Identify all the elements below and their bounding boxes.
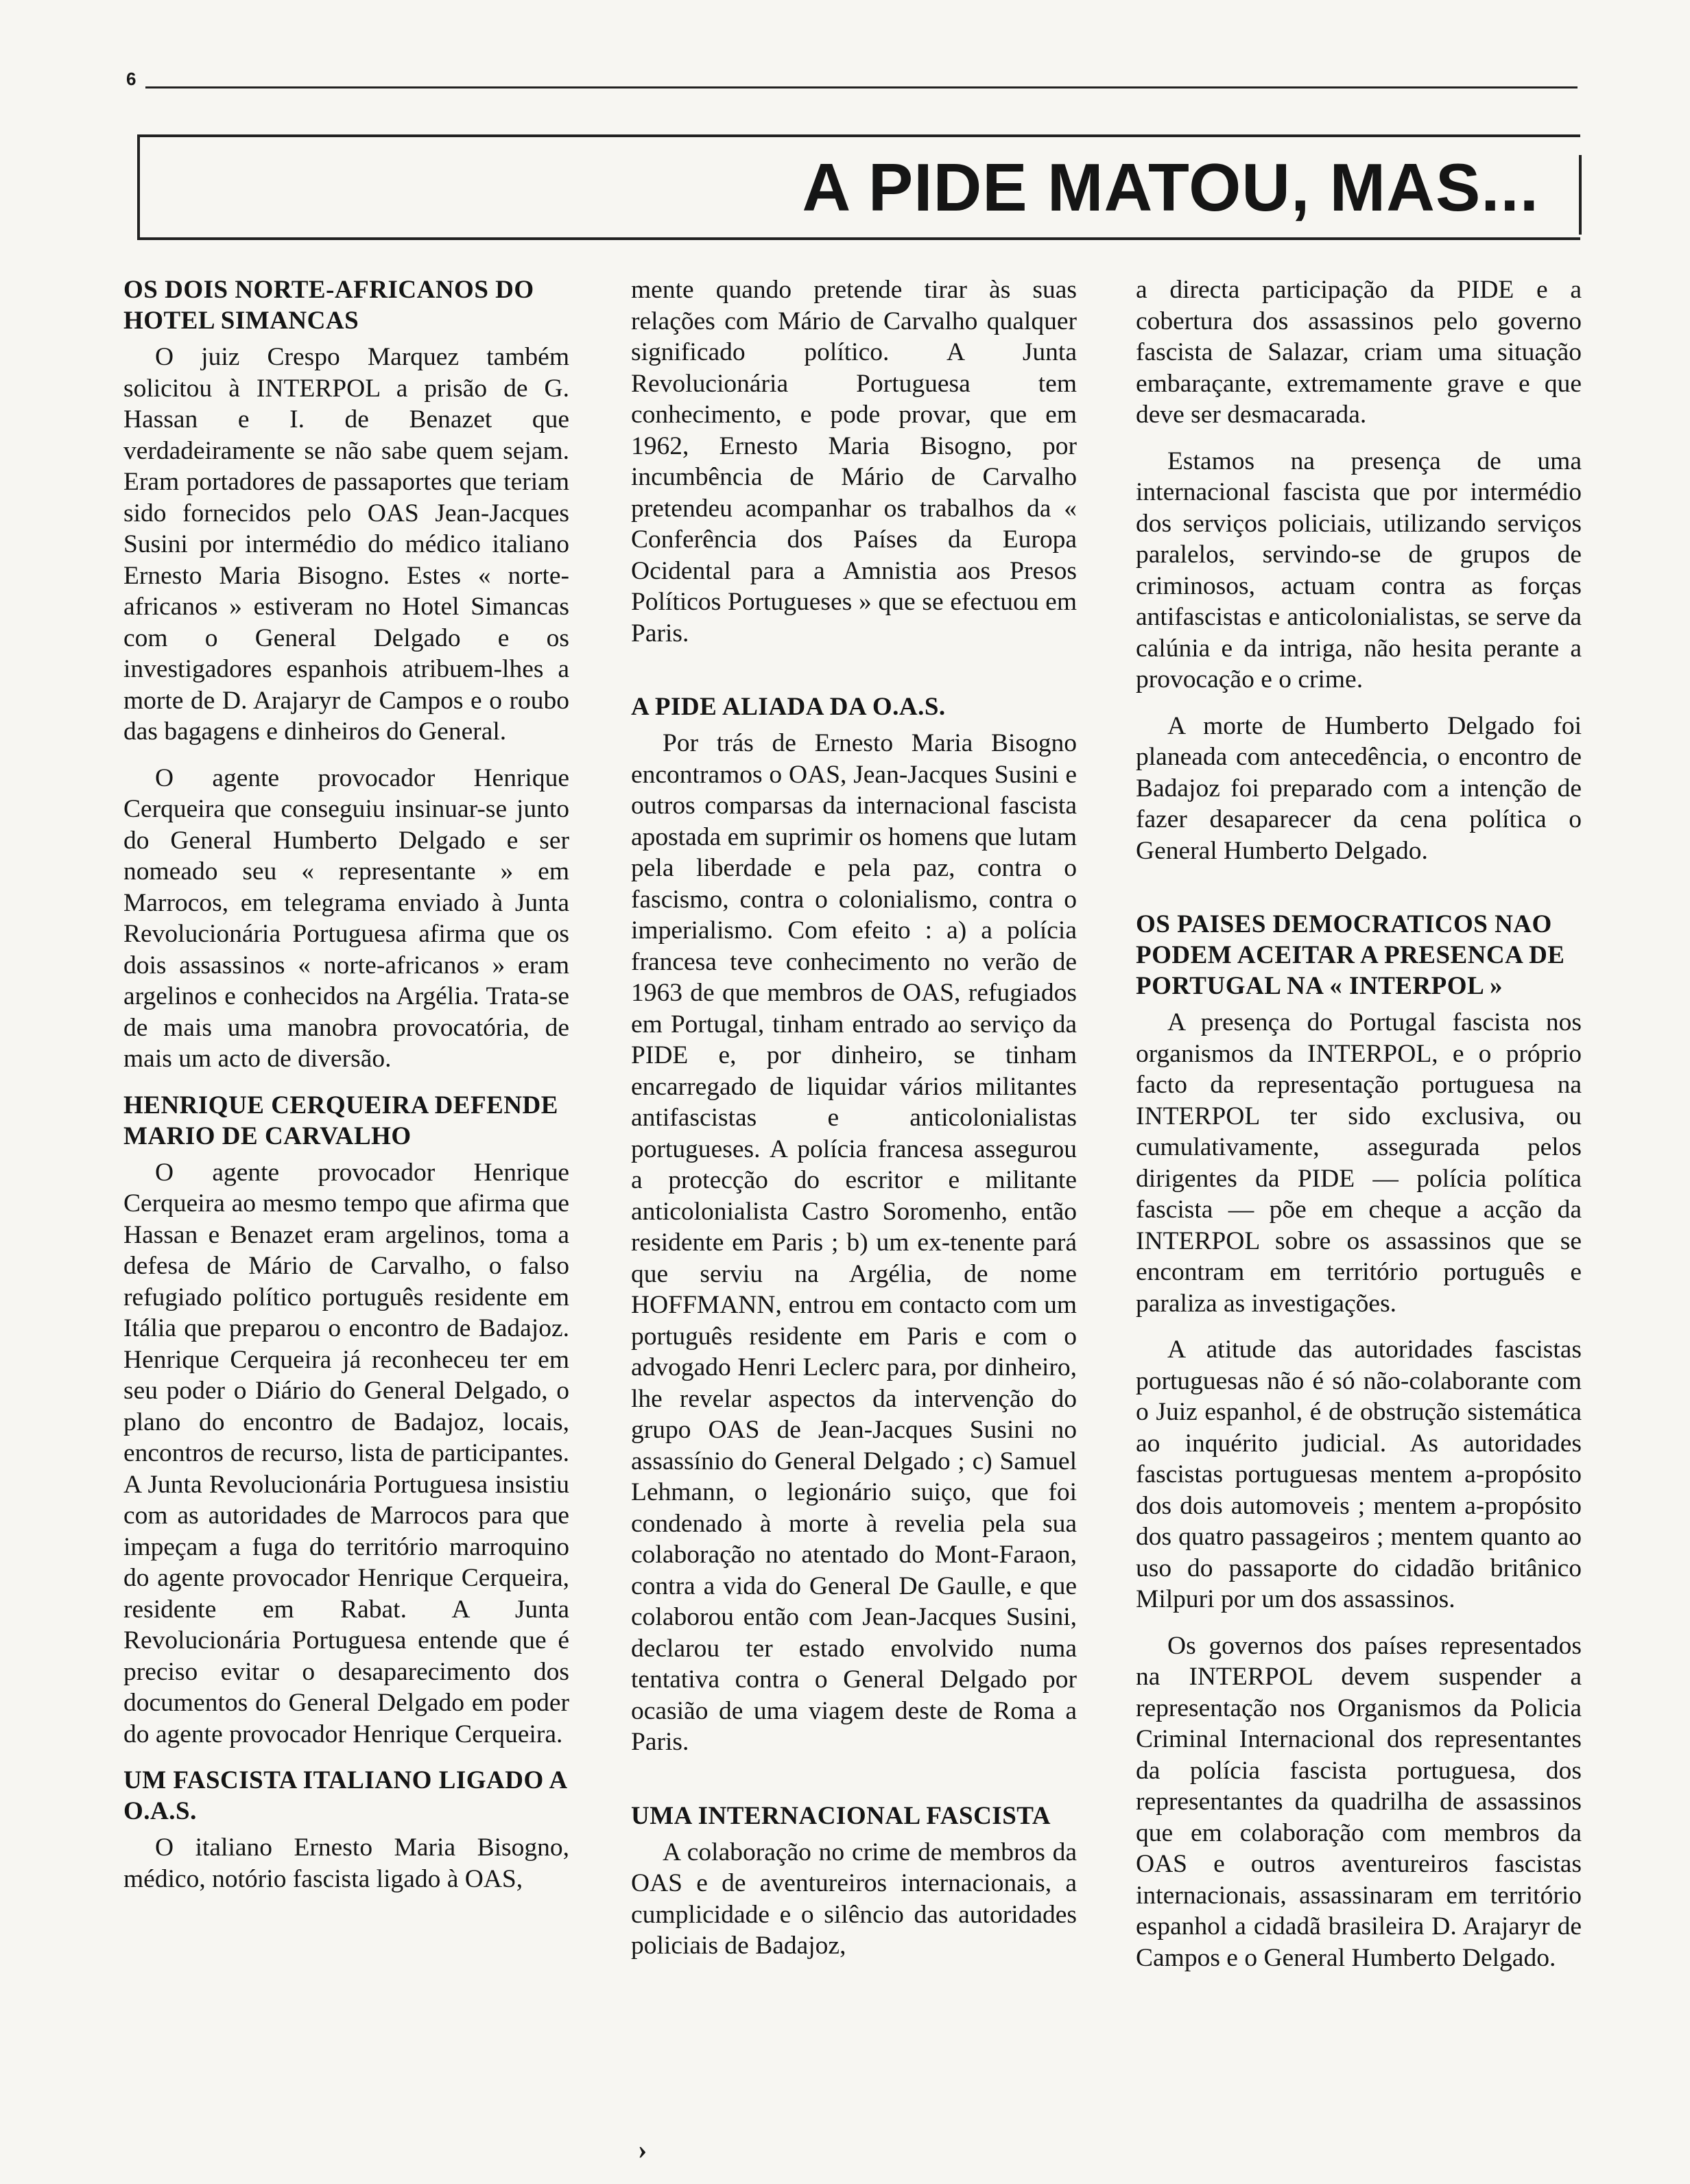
- paragraph: mente quando pretende tirar às suas relações com Mário de Carvalho qualquer significado político. A Junta Revolucionária Portuguesa tem conhecimento, e pode provar, que em 1962, Ernesto Maria Bisogno, por incumbência de Mário de Carvalho pretendeu acompanhar os trabalhos da « Conferência dos Países da Europa Ocidental para a Amnistia aos Presos Políticos Portugueses » que se efectuou em Paris.: [631, 276, 1077, 648]
- paragraph: O italiano Ernesto Maria Bisogno, médico, notório fascista ligado à OAS,: [123, 1833, 569, 1893]
- paragraph: Os governos dos países representados na INTERPOL devem suspender a representação nos Organismos da Policia Criminal Internacional dos representantes da polícia fascista portuguesa, dos representantes da quadrilha de assassinos que em colaboração com membros da OAS e outros aventureiros fascistas internacionais, assassinaram em território espanhol a cidadã brasileira D. Arajaryr de Campos e o General Humberto Delgado.: [1136, 1631, 1582, 1972]
- section-heading: OS PAISES DEMOCRATICOS NAO PODEM ACEITAR A PRESENCA DE PORTUGAL NA « INTERPOL »: [1136, 910, 1565, 1000]
- banner-edge: [1579, 155, 1582, 235]
- section-heading: A PIDE ALIADA DA O.A.S.: [631, 693, 946, 721]
- paragraph: a directa participação da PIDE e a cobertura dos assassinos pelo governo fascista de Salazar, criam uma situação embaraçante, extremamente grave e que deve ser desmacarada.: [1136, 276, 1582, 429]
- paragraph: Estamos na presença de uma internacional fascista que por intermédio dos serviços policiais, utilizando serviços paralelos, servindo-se de grupos de criminosos, actuam contra as forças antifascistas e anticolonialistas, se serve da calúnia e da intriga, não hesita perante a provocação e o crime.: [1136, 447, 1582, 693]
- paragraph: A atitude das autoridades fascistas portuguesas não é só não-colaborante com o Juiz espanhol, é de obstrução sistemática ao inquérito judicial. As autoridades fascistas portuguesas mentem a-propósito dos dois automoveis ; mentem a-propósito dos quatro passageiros ; mentem quanto ao uso do passaporte do cidadão britânico Milpuri por um dos assassinos.: [1136, 1336, 1582, 1613]
- section-heading: OS DOIS NORTE-AFRICANOS DO HOTEL SIMANCAS: [123, 276, 534, 335]
- section-heading: HENRIQUE CERQUEIRA DEFENDE MARIO DE CARVALHO: [123, 1091, 558, 1150]
- section-heading: UM FASCISTA ITALIANO LIGADO A O.A.S.: [123, 1766, 567, 1825]
- section-heading: UMA INTERNACIONAL FASCISTA: [631, 1801, 1051, 1830]
- paragraph: O agente provocador Henrique Cerqueira que conseguiu insinuar-se junto do General Humberto Delgado e ser nomeado seu « representante » em Marrocos, em telegrama enviado à Junta Revolucionária Portuguesa afirma que os dois assassinos « norte-africanos » eram argelinos e conhecidos na Argélia. Trata-se de mais uma manobra provocatória, de mais um acto de diversão.: [123, 763, 569, 1073]
- paragraph: A morte de Humberto Delgado foi planeada com antecedência, o encontro de Badajoz foi preparado com a intenção de fazer desaparecer da cena política o General Humberto Delgado.: [1136, 711, 1582, 865]
- article-column-1: [123, 274, 569, 1910]
- title-banner: [137, 134, 1580, 240]
- page-number: 6: [126, 69, 136, 89]
- paragraph: A presença do Portugal fascista nos organismos da INTERPOL, e o próprio facto da representação portuguesa na INTERPOL ter sido exclusiva, ou cumulativamente, assegurada pelos dirigentes da PIDE — polícia política fascista — põe em cheque a acção da INTERPOL sobre os assassinos que se encontram em território português e paraliza as investigações.: [1136, 1008, 1582, 1318]
- paragraph: Por trás de Ernesto Maria Bisogno encontramos o OAS, Jean-Jacques Susini e outros comparsas da internacional fascista apostada em suprimir os homens que lutam pela liberdade e pela paz, contra o fascismo, contra o colonialismo, contra o imperialismo. Com efeito : a) a polícia francesa teve conhecimento no verão de 1963 de que membros de OAS, refugiados em Portugal, tinham entrado ao serviço da PIDE e, por dinheiro, se tinham encarregado de liquidar vários militantes antifascistas e anticolonialistas portugueses. A polícia francesa assegurou a protecção do escritor e militante anticolonialista Castro Soromenho, então residente em Paris ; b) um ex-tenente pará que serviu na Argélia, de nome HOFFMANN, entrou em contacto com um português residente em Paris e com o advogado Henri Leclerc para, por dinheiro, lhe revelar aspectos da intervenção do grupo OAS de Jean-Jacques Susini no assassínio do General Delgado ; c) Samuel Lehmann, o legionário suiço, que foi condenado à morte à revelia pela sua colaboração no atentado do Mont-Faraon, contra a vida do General De Gaulle, e que colaborou então com Jean-Jacques Susini, declarou ter estado envolvido numa tentativa contra o General Delgado por ocasião de uma viagem deste de Roma a Paris.: [631, 729, 1077, 1756]
- page-title: A PIDE MATOU, MAS...: [802, 150, 1539, 225]
- article-column-2: [631, 274, 1077, 1977]
- paragraph: A colaboração no crime de membros da OAS e de aventureiros internacionais, a cumplicidade e o silêncio das autoridades policiais de Badajoz,: [631, 1838, 1077, 1960]
- paragraph: O juiz Crespo Marquez também solicitou à INTERPOL a prisão de G. Hassan e I. de Benazet que verdadeiramente se não sabe quem sejam. Eram portadores de passaportes que teriam sido fornecidos pelo OAS Jean-Jacques Susini por intermédio do médico italiano Ernesto Maria Bisogno. Estes « norte-africanos » estiveram no Hotel Simancas com o General Delgado e os investigadores espanhois atribuem-lhes a morte de D. Arajaryr de Campos e o roubo das bagagens e dinheiros do General.: [123, 343, 569, 746]
- paragraph: O agente provocador Henrique Cerqueira ao mesmo tempo que afirma que Hassan e Benazet eram argelinos, toma a defesa de Mário de Carvalho, o falso refugiado político português residente em Itália que preparou o encontro de Badajoz. Henrique Cerqueira já reconheceu ter em seu poder o Diário do General Delgado, o plano do encontro de Badajoz, locais, encontros de recurso, lista de participantes. A Junta Revolucionária Portuguesa insistiu com as autoridades de Marrocos para que impeçam a fuga do território marroquino do agente provocador Henrique Cerqueira, residente em Rabat. A Junta Revolucionária Portuguesa entende que é preciso evitar o desaparecimento dos documentos do General Delgado em poder do agente provocador Henrique Cerqueira.: [123, 1158, 569, 1748]
- header-rule: [145, 86, 1578, 88]
- article-column-3: [1136, 274, 1582, 1989]
- footer-mark: ›: [638, 2134, 647, 2165]
